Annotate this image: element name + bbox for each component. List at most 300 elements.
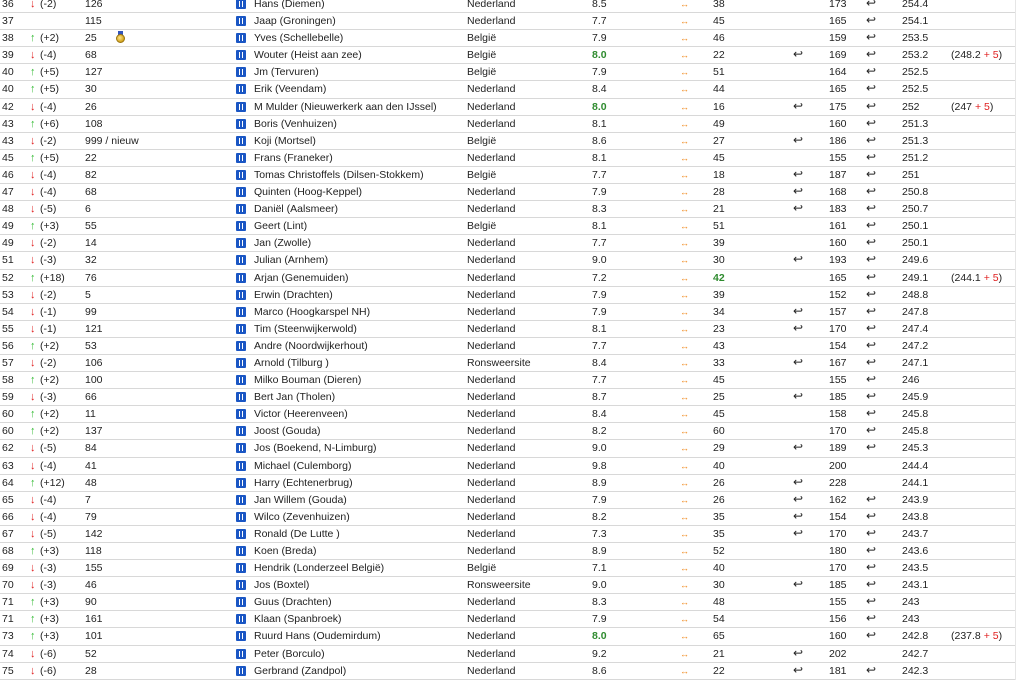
swap-icon[interactable]: ↔ (680, 84, 688, 95)
profile-icon[interactable] (236, 290, 246, 300)
points-value: 183 (829, 203, 847, 216)
return-icon: ↩ (793, 166, 804, 181)
player-name[interactable]: Andre (Noordwijkerhout) (254, 339, 368, 352)
arrow-down-icon: ↓ (30, 288, 36, 301)
stat-value: 42 (713, 271, 725, 284)
table-row[interactable] (0, 235, 1016, 252)
table-row[interactable] (0, 475, 1016, 492)
swap-icon[interactable]: ↔ (680, 272, 688, 283)
score: 9.0 (592, 254, 607, 267)
rank: 43 (2, 117, 14, 130)
points-value: 164 (829, 66, 847, 79)
table-row[interactable] (0, 47, 1016, 64)
table-row[interactable] (0, 355, 1016, 372)
arrow-down-icon: ↓ (30, 49, 36, 62)
profile-icon[interactable] (236, 649, 246, 659)
rank-change: (-4) (40, 100, 57, 113)
swap-icon[interactable]: ↔ (680, 494, 688, 505)
score: 7.7 (592, 237, 607, 250)
country: Nederland (467, 0, 516, 10)
table-row[interactable] (0, 458, 1016, 475)
player-name[interactable]: Quinten (Hoog-Keppel) (254, 186, 362, 199)
score: 7.1 (592, 562, 607, 575)
points-value: 193 (829, 254, 847, 267)
previous-rank: 28 (85, 664, 97, 677)
previous-rank: 155 (85, 562, 103, 575)
country: Nederland (467, 596, 516, 609)
bonus-breakdown (951, 49, 1002, 62)
previous-rank: 90 (85, 596, 97, 609)
country: Nederland (467, 237, 516, 250)
swap-icon[interactable]: ↔ (680, 16, 688, 27)
return-icon: ↩ (866, 98, 877, 113)
points-value: 156 (829, 613, 847, 626)
score: 7.9 (592, 305, 607, 318)
profile-icon[interactable] (236, 512, 246, 522)
previous-rank: 46 (85, 579, 97, 592)
swap-icon[interactable]: ↔ (680, 204, 688, 215)
rank-change: (+12) (40, 476, 65, 489)
total-points: 247.4 (902, 322, 929, 335)
swap-icon[interactable]: ↔ (680, 135, 688, 146)
table-row[interactable] (0, 389, 1016, 406)
arrow-down-icon: ↓ (30, 305, 36, 318)
stat-value: 30 (713, 579, 725, 592)
swap-icon[interactable]: ↔ (680, 392, 688, 403)
swap-icon[interactable]: ↔ (680, 665, 688, 676)
profile-icon[interactable] (236, 102, 246, 112)
player-name[interactable]: Yves (Schellebelle) (254, 32, 344, 45)
points-value: 173 (829, 0, 847, 10)
rank: 67 (2, 527, 14, 540)
points-value: 170 (829, 562, 847, 575)
rank-change: (-2) (40, 237, 57, 250)
player-name[interactable]: Arnold (Tilburg ) (254, 356, 329, 369)
bonus-close: ) (998, 49, 1003, 62)
swap-icon[interactable]: ↔ (680, 597, 688, 608)
total-points: 251 (902, 168, 920, 181)
swap-icon[interactable]: ↔ (680, 477, 688, 488)
rank-change: (-4) (40, 510, 57, 523)
stat-value: 34 (713, 305, 725, 318)
rank-change: (+3) (40, 630, 59, 643)
profile-icon[interactable] (236, 546, 246, 556)
profile-icon[interactable] (236, 443, 246, 453)
points-value: 155 (829, 151, 847, 164)
rank: 36 (2, 0, 14, 10)
table-row[interactable] (0, 64, 1016, 81)
swap-icon[interactable]: ↔ (680, 50, 688, 61)
profile-icon[interactable] (236, 341, 246, 351)
rank-change: (-4) (40, 493, 57, 506)
player-name[interactable]: Joost (Gouda) (254, 425, 321, 438)
player-name[interactable]: Peter (Borculo) (254, 647, 325, 660)
return-icon: ↩ (866, 491, 877, 506)
stat-value: 29 (713, 442, 725, 455)
player-name[interactable]: Erwin (Drachten) (254, 288, 333, 301)
profile-icon[interactable] (236, 580, 246, 590)
player-name[interactable]: Ruurd Hans (Oudemirdum) (254, 630, 381, 643)
points-value: 170 (829, 527, 847, 540)
profile-icon[interactable] (236, 614, 246, 624)
table-row[interactable] (0, 560, 1016, 577)
table-row[interactable] (0, 304, 1016, 321)
country: Nederland (467, 545, 516, 557)
profile-icon[interactable] (236, 358, 246, 368)
country: Nederland (467, 305, 516, 318)
return-icon: ↩ (793, 645, 804, 660)
profile-icon[interactable] (236, 67, 246, 77)
profile-icon[interactable] (236, 631, 246, 641)
return-icon: ↩ (866, 320, 877, 335)
rank-change: (-3) (40, 579, 57, 592)
player-name[interactable]: Harry (Echtenerbrug) (254, 476, 353, 489)
player-name[interactable]: Tomas Christoffels (Dilsen-Stokkem) (254, 168, 424, 181)
table-row[interactable] (0, 201, 1016, 218)
stat-value: 25 (713, 391, 725, 404)
table-row[interactable] (0, 99, 1016, 116)
stat-value: 45 (713, 408, 725, 421)
profile-icon[interactable] (236, 204, 246, 214)
profile-icon[interactable] (236, 0, 246, 9)
table-row[interactable] (0, 184, 1016, 201)
swap-icon[interactable]: ↔ (680, 528, 688, 539)
total-points: 249.6 (902, 254, 929, 267)
profile-icon[interactable] (236, 238, 246, 248)
swap-icon[interactable]: ↔ (680, 426, 688, 437)
profile-icon[interactable] (236, 324, 246, 334)
player-name[interactable]: Frans (Franeker) (254, 151, 333, 164)
table-row[interactable] (0, 270, 1016, 287)
total-points: 245.9 (902, 391, 929, 404)
profile-icon[interactable] (236, 50, 246, 60)
table-row[interactable] (0, 287, 1016, 304)
stat-value: 30 (713, 254, 725, 267)
country: Nederland (467, 339, 516, 352)
table-row[interactable] (0, 81, 1016, 98)
player-name[interactable]: Bert Jan (Tholen) (254, 391, 336, 404)
player-name[interactable]: Jm (Tervuren) (254, 66, 319, 79)
return-icon: ↩ (866, 560, 877, 575)
return-icon: ↩ (866, 166, 877, 181)
table-row[interactable] (0, 646, 1016, 663)
arrow-down-icon: ↓ (30, 168, 36, 181)
swap-icon[interactable]: ↔ (680, 33, 688, 44)
profile-icon[interactable] (236, 187, 246, 197)
player-name[interactable]: M Mulder (Nieuwerkerk aan den IJssel) (254, 100, 437, 113)
profile-icon[interactable] (236, 495, 246, 505)
table-row[interactable] (0, 0, 1016, 13)
player-name[interactable]: Jaap (Groningen) (254, 15, 336, 28)
swap-icon[interactable]: ↔ (680, 648, 688, 659)
table-row[interactable] (0, 526, 1016, 543)
rank: 40 (2, 83, 14, 96)
return-icon: ↩ (793, 491, 804, 506)
country: Nederland (467, 493, 516, 506)
return-icon: ↩ (793, 98, 804, 113)
swap-icon[interactable]: ↔ (680, 67, 688, 78)
swap-icon[interactable]: ↔ (680, 409, 688, 420)
stat-value: 44 (713, 83, 725, 96)
table-row[interactable] (0, 116, 1016, 133)
rank-change: (+3) (40, 220, 59, 233)
player-name[interactable]: Jos (Boekend, N-Limburg) (254, 442, 377, 455)
points-value: 202 (829, 647, 847, 660)
player-name[interactable]: Milko Bouman (Dieren) (254, 374, 362, 387)
player-name[interactable]: Hendrik (Londerzeel België) (254, 562, 385, 575)
table-row[interactable] (0, 321, 1016, 338)
arrow-down-icon: ↓ (30, 134, 36, 147)
player-name[interactable]: Tim (Steenwijkerwold) (254, 322, 357, 335)
country: Nederland (467, 647, 516, 660)
stat-value: 48 (713, 596, 725, 609)
profile-icon[interactable] (236, 153, 246, 163)
arrow-up-icon: ↑ (30, 425, 36, 438)
previous-rank: 53 (85, 339, 97, 352)
points-value: 200 (829, 459, 847, 472)
total-points: 243.7 (902, 527, 929, 540)
swap-icon[interactable]: ↔ (680, 221, 688, 232)
player-name[interactable]: Guus (Drachten) (254, 596, 332, 609)
player-name[interactable]: Erik (Veendam) (254, 83, 327, 96)
swap-icon[interactable]: ↔ (680, 546, 688, 556)
table-row[interactable] (0, 492, 1016, 509)
score: 9.0 (592, 442, 607, 455)
stat-value: 28 (713, 186, 725, 199)
rank-change: (-5) (40, 527, 57, 540)
points-value: 158 (829, 408, 847, 421)
player-name[interactable]: Michael (Culemborg) (254, 459, 352, 472)
stat-value: 21 (713, 203, 725, 216)
total-points: 243.1 (902, 579, 929, 592)
swap-icon[interactable]: ↔ (680, 323, 688, 334)
rank: 75 (2, 664, 14, 677)
profile-icon[interactable] (236, 375, 246, 385)
swap-icon[interactable]: ↔ (680, 563, 688, 574)
rank: 48 (2, 203, 14, 216)
profile-icon[interactable] (236, 136, 246, 146)
stat-value: 22 (713, 664, 725, 677)
arrow-down-icon: ↓ (30, 647, 36, 660)
profile-icon[interactable] (236, 84, 246, 94)
score: 8.6 (592, 664, 607, 677)
country: Nederland (467, 203, 516, 216)
country: Nederland (467, 322, 516, 335)
table-row[interactable] (0, 543, 1016, 560)
rank-change: (-1) (40, 305, 57, 318)
profile-icon[interactable] (236, 478, 246, 488)
stat-value: 27 (713, 134, 725, 147)
table-row[interactable] (0, 577, 1016, 594)
points-value: 165 (829, 15, 847, 28)
previous-rank: 115 (85, 15, 102, 28)
table-row[interactable] (0, 406, 1016, 423)
swap-icon[interactable]: ↔ (680, 0, 688, 9)
table-row[interactable] (0, 167, 1016, 184)
table-row[interactable] (0, 133, 1016, 150)
profile-icon[interactable] (236, 170, 246, 180)
profile-icon[interactable] (236, 461, 246, 471)
profile-icon[interactable] (236, 426, 246, 436)
return-icon: ↩ (793, 132, 804, 147)
profile-icon[interactable] (236, 529, 246, 539)
country: België (467, 32, 497, 45)
score: 7.7 (592, 168, 607, 181)
swap-icon[interactable]: ↔ (680, 306, 688, 317)
table-row[interactable] (0, 218, 1016, 235)
swap-icon[interactable]: ↔ (680, 357, 688, 368)
previous-rank: 5 (85, 288, 91, 301)
points-value: 170 (829, 425, 847, 438)
player-name[interactable]: Marco (Hoogkarspel NH) (254, 305, 371, 318)
stat-value: 22 (713, 49, 725, 62)
stat-value: 40 (713, 459, 725, 472)
return-icon: ↩ (866, 577, 877, 592)
arrow-down-icon: ↓ (30, 579, 36, 592)
table-row[interactable] (0, 423, 1016, 440)
profile-icon[interactable] (236, 307, 246, 317)
swap-icon[interactable]: ↔ (680, 511, 688, 522)
points-value: 160 (829, 117, 847, 130)
return-icon: ↩ (793, 303, 804, 318)
player-name[interactable]: Boris (Venhuizen) (254, 117, 337, 130)
return-icon: ↩ (866, 64, 877, 79)
swap-icon[interactable]: ↔ (680, 255, 688, 266)
player-name[interactable]: Hans (Diemen) (254, 0, 325, 10)
table-row[interactable] (0, 663, 1016, 680)
table-row[interactable] (0, 150, 1016, 167)
player-name[interactable]: Arjan (Genemuiden) (254, 271, 349, 284)
points-value: 185 (829, 391, 847, 404)
profile-icon[interactable] (236, 16, 246, 26)
player-name[interactable]: Wilco (Zevenhuizen) (254, 510, 350, 523)
swap-icon[interactable]: ↔ (680, 631, 688, 642)
player-name[interactable]: Jan (Zwolle) (254, 237, 312, 250)
rank-change: (-5) (40, 442, 57, 455)
arrow-up-icon: ↑ (30, 476, 36, 489)
profile-icon[interactable] (236, 119, 246, 129)
return-icon: ↩ (866, 662, 877, 677)
stat-value: 45 (713, 374, 725, 387)
rank-change: (+5) (40, 83, 59, 96)
points-value: 157 (829, 305, 847, 318)
rank-change: (-5) (40, 203, 57, 216)
table-row[interactable] (0, 611, 1016, 628)
swap-icon[interactable]: ↔ (680, 289, 688, 300)
rank: 70 (2, 579, 14, 592)
page-scrollbar[interactable] (1015, 0, 1024, 680)
player-name[interactable]: Wouter (Heist aan zee) (254, 49, 362, 62)
previous-rank: 55 (85, 220, 97, 233)
previous-rank: 137 (85, 425, 103, 438)
swap-icon[interactable]: ↔ (680, 340, 688, 351)
swap-icon[interactable]: ↔ (680, 187, 688, 198)
swap-icon[interactable]: ↔ (680, 443, 688, 454)
stat-value: 65 (713, 630, 725, 643)
score: 9.2 (592, 647, 607, 660)
swap-icon[interactable]: ↔ (680, 614, 688, 625)
table-row[interactable] (0, 372, 1016, 389)
profile-icon[interactable] (236, 33, 246, 43)
score: 8.6 (592, 134, 607, 147)
player-name[interactable]: Koen (Breda) (254, 545, 317, 557)
table-row[interactable] (0, 13, 1016, 30)
table-row[interactable] (0, 252, 1016, 269)
points-value: 162 (829, 493, 847, 506)
player-name[interactable]: Jan Willem (Gouda) (254, 493, 347, 506)
profile-icon[interactable] (236, 597, 246, 607)
player-name[interactable]: Geert (Lint) (254, 220, 308, 233)
player-name[interactable]: Koji (Mortsel) (254, 134, 316, 147)
bonus-base: (247 (951, 100, 975, 113)
return-icon: ↩ (793, 525, 804, 540)
profile-icon[interactable] (236, 392, 246, 402)
points-value: 160 (829, 237, 847, 250)
table-row[interactable] (0, 509, 1016, 526)
rank: 71 (2, 613, 14, 626)
rank: 54 (2, 305, 14, 318)
player-name[interactable]: Daniël (Aalsmeer) (254, 203, 339, 216)
table-row[interactable] (0, 30, 1016, 47)
country: Nederland (467, 391, 516, 404)
arrow-up-icon: ↑ (30, 596, 36, 609)
table-row[interactable] (0, 338, 1016, 355)
swap-icon[interactable]: ↔ (680, 460, 688, 471)
country: Nederland (467, 186, 516, 199)
player-name[interactable]: Jos (Boxtel) (254, 579, 310, 592)
return-icon: ↩ (793, 577, 804, 592)
swap-icon[interactable]: ↔ (680, 152, 688, 163)
points-value: 167 (829, 356, 847, 369)
profile-icon[interactable] (236, 221, 246, 231)
rank: 49 (2, 237, 14, 250)
total-points: 252.5 (902, 66, 929, 79)
previous-rank: 106 (85, 356, 103, 369)
arrow-down-icon: ↓ (30, 0, 36, 10)
table-row[interactable] (0, 594, 1016, 611)
swap-icon[interactable]: ↔ (680, 169, 688, 180)
country: Nederland (467, 151, 516, 164)
previous-rank: 25 (85, 32, 97, 45)
stat-value: 33 (713, 356, 725, 369)
swap-icon[interactable]: ↔ (680, 101, 688, 112)
profile-icon[interactable] (236, 666, 246, 676)
table-row[interactable] (0, 628, 1016, 645)
rank: 64 (2, 476, 14, 489)
country: Nederland (467, 271, 516, 284)
player-name[interactable]: Ronald (De Lutte ) (254, 527, 340, 540)
profile-icon[interactable] (236, 273, 246, 283)
table-row[interactable] (0, 440, 1016, 457)
profile-icon[interactable] (236, 563, 246, 573)
profile-icon[interactable] (236, 255, 246, 265)
country: Nederland (467, 442, 516, 455)
swap-icon[interactable]: ↔ (680, 375, 688, 386)
player-name[interactable]: Klaan (Spanbroek) (254, 613, 342, 626)
return-icon: ↩ (793, 440, 804, 455)
swap-icon[interactable]: ↔ (680, 238, 688, 249)
profile-icon[interactable] (236, 409, 246, 419)
previous-rank: 68 (85, 49, 97, 62)
stat-value: 35 (713, 510, 725, 523)
return-icon: ↩ (866, 525, 877, 540)
player-name[interactable]: Gerbrand (Zandpol) (254, 664, 347, 677)
swap-icon[interactable]: ↔ (680, 118, 688, 129)
player-name[interactable]: Victor (Heerenveen) (254, 408, 348, 421)
swap-icon[interactable]: ↔ (680, 580, 688, 591)
score: 8.2 (592, 510, 607, 523)
player-name[interactable]: Julian (Arnhem) (254, 254, 329, 267)
